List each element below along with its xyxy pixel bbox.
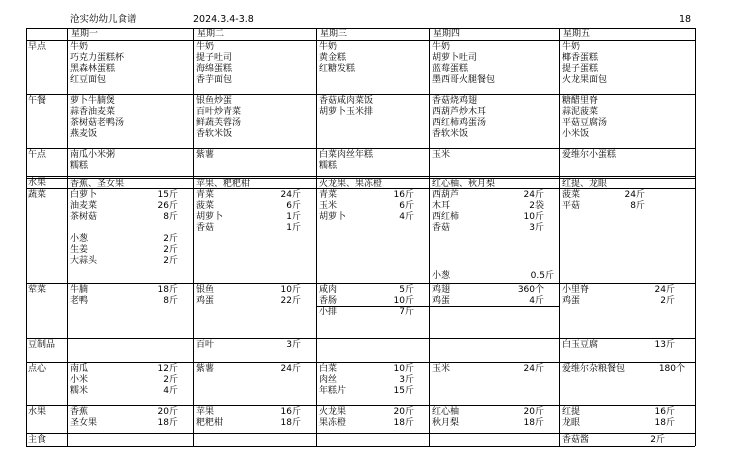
ingredient-qty: 20斤 (523, 407, 544, 417)
snack-item: 爱维尔小蛋糕 (562, 150, 617, 160)
ingredient-name: 红心柚 (432, 407, 460, 417)
ingredient-qty: 6斤 (286, 201, 301, 211)
lunch-item: 香菇烧鸡翅 (432, 96, 478, 106)
column-divider (559, 28, 560, 446)
ingredient-name: 紫薯 (196, 364, 215, 374)
ingredient-name: 龙眼 (562, 418, 581, 428)
breakfast-item: 提子蛋糕 (562, 64, 599, 74)
ingredient-qty: 4斤 (399, 212, 414, 222)
ingredient-name: 白萝卜 (70, 190, 98, 200)
row-divider (26, 148, 695, 149)
ingredient-name: 香肠 (319, 296, 338, 306)
ingredient-qty: 24斤 (523, 364, 544, 374)
ingredient-name: 木耳 (432, 201, 451, 211)
fruit-item: 红提、龙眼 (562, 179, 608, 189)
ingredient-qty: 16斤 (393, 190, 414, 200)
column-divider (695, 28, 696, 446)
lunch-item: 胡萝卜玉米排 (319, 107, 374, 117)
ingredient-qty: 24斤 (624, 190, 645, 200)
ingredient-qty: 10斤 (523, 212, 544, 222)
snack-item: 糯糕 (70, 161, 89, 171)
breakfast-item: 椰香蛋糕 (562, 53, 599, 63)
ingredient-name: 糯米 (70, 386, 89, 396)
day-header-3: 星期三 (320, 29, 348, 39)
ingredient-qty: 10斤 (393, 364, 414, 374)
lunch-item: 香软米饭 (196, 129, 233, 139)
column-divider (429, 28, 430, 446)
lunch-item: 蒜香油麦菜 (70, 107, 116, 117)
lunch-item: 蒜泥菠菜 (562, 107, 599, 117)
ingredient-qty: 18斤 (157, 285, 178, 295)
ingredient-qty: 7斤 (399, 307, 414, 317)
ingredient-name: 肉丝 (319, 375, 338, 385)
ingredient-name: 年糕片 (319, 386, 347, 396)
ingredient-qty: 2斤 (163, 375, 178, 385)
ingredient-qty: 13斤 (654, 340, 675, 350)
ingredient-qty: 2斤 (163, 234, 178, 244)
snack-item: 紫薯 (196, 150, 215, 160)
ingredient-name: 香菇 (432, 223, 451, 233)
ingredient-name: 红提 (562, 407, 581, 417)
ingredient-qty: 2斤 (660, 296, 675, 306)
ingredient-name: 菠菜 (562, 190, 581, 200)
breakfast-item: 红糖发糕 (319, 64, 356, 74)
lunch-item: 燕麦饭 (70, 129, 98, 139)
ingredient-name: 青菜 (319, 190, 338, 200)
column-divider (67, 28, 68, 446)
row-divider (26, 94, 695, 95)
ingredient-qty: 18斤 (157, 418, 178, 428)
ingredient-qty: 6斤 (399, 201, 414, 211)
ingredient-qty: 4斤 (529, 296, 544, 306)
ingredient-qty: 24斤 (523, 190, 544, 200)
ingredient-name: 玉米 (319, 201, 338, 211)
menu-title: 沧实幼幼儿食谱 (70, 14, 137, 25)
ingredient-name: 秋月梨 (432, 418, 460, 428)
breakfast-item: 墨西哥火腿餐包 (432, 75, 496, 85)
breakfast-item: 巧克力蛋糕杯 (70, 53, 125, 63)
ingredient-name: 百叶 (196, 340, 215, 350)
menu-table (26, 28, 695, 446)
breakfast-item: 蓝莓蛋糕 (432, 64, 469, 74)
ingredient-qty: 24斤 (280, 190, 301, 200)
ingredient-qty: 3斤 (399, 375, 414, 385)
ingredient-qty: 1斤 (286, 212, 301, 222)
row-label-meat: 荤菜 (28, 285, 47, 295)
ingredient-name: 菠菜 (196, 201, 215, 211)
row-divider (26, 362, 695, 363)
column-divider (26, 28, 27, 446)
ingredient-qty: 20斤 (393, 407, 414, 417)
ingredient-qty: 12斤 (157, 364, 178, 374)
row-divider (26, 28, 695, 29)
fruit-item: 苹果、粑粑柑 (196, 179, 251, 189)
ingredient-qty: 26斤 (157, 201, 178, 211)
row-label-lunch: 午餐 (28, 96, 47, 106)
breakfast-item: 牛奶 (196, 42, 215, 52)
ingredient-name: 鸡蛋 (196, 296, 215, 306)
ingredient-name: 小葱 (432, 271, 451, 281)
ingredient-qty: 2斤 (650, 435, 665, 445)
day-header-1: 星期一 (71, 29, 99, 39)
ingredient-qty: 360个 (517, 285, 544, 295)
ingredient-name: 牛腩 (70, 285, 89, 295)
day-header-5: 星期五 (563, 29, 591, 39)
ingredient-name: 小排 (319, 307, 338, 317)
ingredient-qty: 18斤 (654, 418, 675, 428)
ingredient-name: 银鱼 (196, 285, 215, 295)
lunch-item: 萝卜牛腩煲 (70, 96, 116, 106)
breakfast-item: 火龙果面包 (562, 75, 608, 85)
ingredient-name: 香菇酱 (562, 435, 590, 445)
ingredient-name: 香菇 (196, 223, 215, 233)
lunch-item: 香菇咸肉菜饭 (319, 96, 374, 106)
column-divider (193, 28, 194, 446)
page-number: 18 (679, 14, 692, 25)
ingredient-name: 小葱 (70, 234, 89, 244)
row-divider (26, 176, 695, 177)
row-label-dessert: 点心 (28, 364, 47, 374)
lunch-item: 香软米饭 (432, 129, 469, 139)
ingredient-qty: 8斤 (163, 296, 178, 306)
breakfast-item: 海绵蛋糕 (196, 64, 233, 74)
row-divider (26, 283, 695, 284)
ingredient-name: 胡萝卜 (319, 212, 347, 222)
ingredient-qty: 180个 (658, 364, 685, 374)
breakfast-item: 黑森林蛋糕 (70, 64, 116, 74)
ingredient-name: 平菇 (562, 201, 581, 211)
ingredient-name: 白玉豆腐 (562, 340, 599, 350)
lunch-item: 银鱼炒蛋 (196, 96, 233, 106)
ingredient-qty: 18斤 (280, 418, 301, 428)
ingredient-name: 香蕉 (70, 407, 89, 417)
ingredient-qty: 22斤 (280, 296, 301, 306)
ingredient-qty: 2袋 (529, 201, 544, 211)
row-label-snack: 午点 (28, 150, 47, 160)
ingredient-name: 玉米 (432, 364, 451, 374)
lunch-item: 百叶炒青菜 (196, 107, 242, 117)
ingredient-name: 鸡蛋 (562, 296, 581, 306)
row-divider (26, 338, 695, 339)
breakfast-item: 香芋面包 (196, 75, 233, 85)
breakfast-item: 红豆面包 (70, 75, 107, 85)
ingredient-qty: 24斤 (280, 364, 301, 374)
ingredient-name: 爱维尔杂粮餐包 (562, 364, 626, 374)
ingredient-qty: 16斤 (280, 407, 301, 417)
ingredient-name: 火龙果 (319, 407, 347, 417)
lunch-item: 糖醋里脊 (562, 96, 599, 106)
lunch-item: 鲜蔬芙蓉汤 (196, 118, 242, 128)
ingredient-qty: 20斤 (157, 407, 178, 417)
ingredient-name: 果冻橙 (319, 418, 347, 428)
lunch-item: 茶树菇老鸭汤 (70, 118, 125, 128)
ingredient-name: 青菜 (196, 190, 215, 200)
lunch-item: 西红柿鸡蛋汤 (432, 118, 487, 128)
fruit-item: 红心柚、秋月梨 (432, 179, 496, 189)
snack-item: 糯糕 (319, 161, 338, 171)
ingredient-qty: 15斤 (393, 386, 414, 396)
ingredient-name: 苹果 (196, 407, 215, 417)
breakfast-item: 牛奶 (70, 42, 89, 52)
snack-item: 玉米 (432, 150, 451, 160)
ingredient-name: 小米 (70, 375, 89, 385)
day-header-4: 星期四 (433, 29, 461, 39)
breakfast-item: 牛奶 (319, 42, 338, 52)
row-label-vegetables: 蔬菜 (28, 190, 47, 200)
row-label-fruit: 水果 (28, 178, 47, 188)
ingredient-name: 圣女果 (70, 418, 98, 428)
column-divider (316, 28, 317, 446)
row-divider (26, 405, 695, 406)
date-range: 2024.3.4-3.8 (193, 14, 254, 25)
ingredient-name: 胡萝卜 (196, 212, 224, 222)
lunch-item: 西葫芦炒木耳 (432, 107, 487, 117)
ingredient-name: 西葫芦 (432, 190, 460, 200)
ingredient-qty: 1斤 (286, 223, 301, 233)
ingredient-qty: 16斤 (654, 407, 675, 417)
ingredient-qty: 18斤 (393, 418, 414, 428)
ingredient-qty: 10斤 (393, 296, 414, 306)
breakfast-item: 提子吐司 (196, 53, 233, 63)
breakfast-item: 胡萝卜吐司 (432, 53, 478, 63)
snack-item: 白菜肉丝年糕 (319, 150, 374, 160)
row-label-tofu: 豆制品 (28, 340, 56, 350)
breakfast-item: 牛奶 (432, 42, 451, 52)
ingredient-qty: 18斤 (523, 418, 544, 428)
ingredient-qty: 4斤 (163, 386, 178, 396)
snack-item: 南瓜小米粥 (70, 150, 116, 160)
day-header-2: 星期二 (197, 29, 225, 39)
row-divider (26, 433, 695, 434)
ingredient-qty: 2斤 (163, 256, 178, 266)
row-label-breakfast: 早点 (28, 42, 47, 52)
ingredient-name: 油麦菜 (70, 201, 98, 211)
fruit-item: 香蕉、圣女果 (70, 179, 125, 189)
lunch-item: 平菇豆腐汤 (562, 118, 608, 128)
ingredient-name: 茶树菇 (70, 212, 98, 222)
ingredient-name: 小里脊 (562, 285, 590, 295)
breakfast-item: 黄金糕 (319, 53, 347, 63)
ingredient-qty: 8斤 (163, 212, 178, 222)
ingredient-name: 鸡翅 (432, 285, 451, 295)
ingredient-name: 白菜 (319, 364, 338, 374)
breakfast-item: 牛奶 (562, 42, 581, 52)
ingredient-qty: 5斤 (399, 285, 414, 295)
ingredient-qty: 15斤 (157, 190, 178, 200)
row-label-fruit-qty: 水果 (28, 407, 47, 417)
ingredient-qty: 2斤 (163, 245, 178, 255)
row-label-staple: 主食 (28, 435, 47, 445)
ingredient-qty: 3斤 (529, 223, 544, 233)
row-divider (26, 40, 695, 41)
ingredient-qty: 3斤 (286, 340, 301, 350)
ingredient-name: 南瓜 (70, 364, 89, 374)
ingredient-qty: 0.5斤 (530, 271, 554, 281)
ingredient-name: 生姜 (70, 245, 89, 255)
ingredient-name: 西红柿 (432, 212, 460, 222)
fruit-item: 火龙果、果冻橙 (319, 179, 383, 189)
ingredient-qty: 24斤 (654, 285, 675, 295)
ingredient-name: 鸡蛋 (432, 296, 451, 306)
ingredient-name: 大蒜头 (70, 256, 98, 266)
ingredient-qty: 8斤 (630, 201, 645, 211)
lunch-item: 小米饭 (562, 129, 590, 139)
ingredient-name: 老鸭 (70, 296, 89, 306)
ingredient-qty: 10斤 (280, 285, 301, 295)
ingredient-name: 粑粑柑 (196, 418, 224, 428)
ingredient-name: 咸肉 (319, 285, 338, 295)
row-divider (26, 446, 695, 447)
